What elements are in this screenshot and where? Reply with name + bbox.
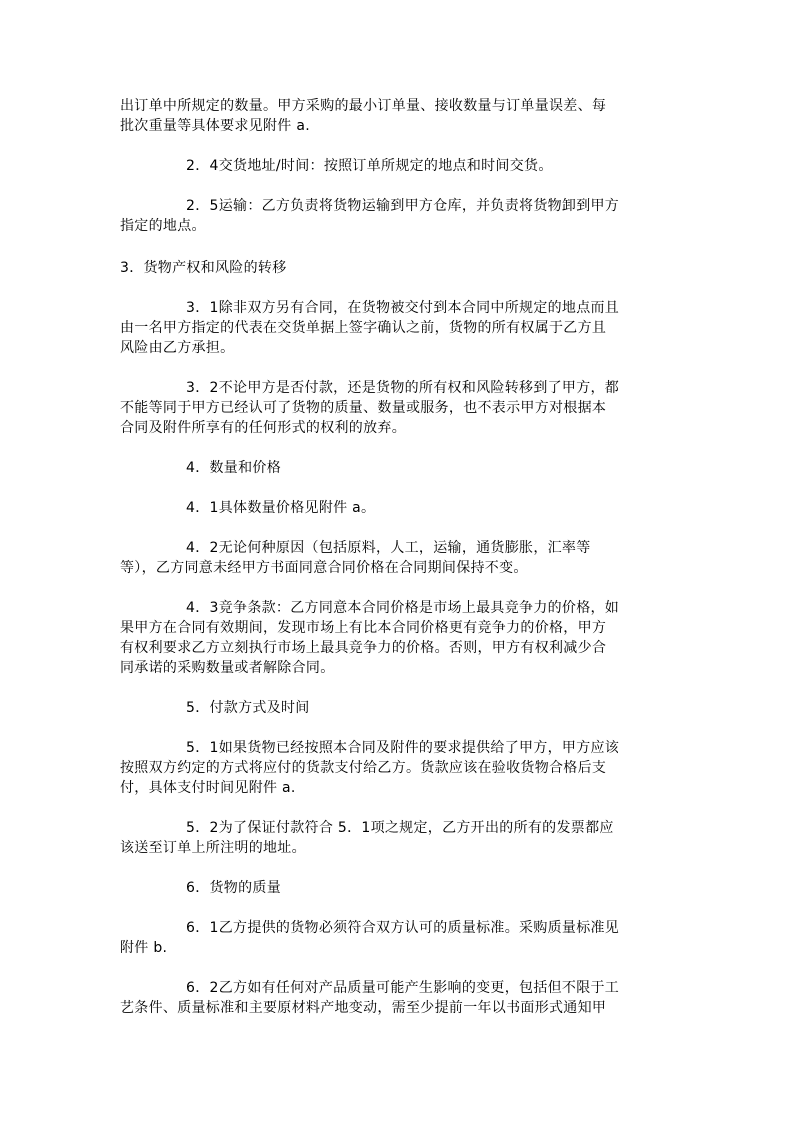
section-heading-3: 3．货物产权和风险的转移: [120, 260, 287, 276]
clause-3-2-cont: 合同及附件所享有的任何形式的权利的放弃。: [120, 420, 406, 436]
clause-5-1: 5．1如果货物已经按照本合同及附件的要求提供给了甲方，甲方应该: [186, 740, 620, 756]
clause-5-1-cont: 按照双方约定的方式将应付的货款支付给乙方。货款应该在验收货物合格后支: [120, 760, 607, 776]
clause-6-1-cont: 附件 b.: [120, 940, 168, 956]
clause-6-1: 6．1乙方提供的货物必须符合双方认可的质量标准。采购质量标准见: [186, 920, 620, 936]
clause-2-5-cont: 指定的地点。: [120, 218, 206, 234]
clause-3-1-cont: 由一名甲方指定的代表在交货单据上签字确认之前，货物的所有权属于乙方且: [120, 320, 607, 336]
clause-3-1: 3．1除非双方另有合同，在货物被交付到本合同中所规定的地点而且: [186, 300, 620, 316]
clause-6-2: 6．2乙方如有任何对产品质量可能产生影响的变更，包括但不限于工: [186, 980, 620, 996]
paragraph-line: 出订单中所规定的数量。甲方采购的最小订单量、接收数量与订单量误差、每: [120, 98, 607, 114]
section-heading-5: 5．付款方式及时间: [186, 700, 310, 716]
clause-4-2: 4．2无论何种原因（包括原料，人工，运输，通货膨胀，汇率等: [186, 540, 591, 556]
clause-3-2: 3．2不论甲方是否付款，还是货物的所有权和风险转移到了甲方，都: [186, 380, 620, 396]
clause-4-3-cont: 果甲方在合同有效期间，发现市场上有比本合同价格更有竞争力的价格，甲方: [120, 620, 607, 636]
section-heading-4: 4．数量和价格: [186, 460, 282, 476]
clause-4-1: 4．1具体数量价格见附件 a。: [186, 500, 376, 516]
clause-6-2-cont: 艺条件、质量标准和主要原材料产地变动，需至少提前一年以书面形式通知甲: [120, 1000, 607, 1016]
clause-4-3-cont: 同承诺的采购数量或者解除合同。: [120, 660, 335, 676]
clause-3-2-cont: 不能等同于甲方已经认可了货物的质量、数量或服务，也不表示甲方对根据本: [120, 400, 607, 416]
clause-5-2: 5．2为了保证付款符合 5．1项之规定，乙方开出的所有的发票都应: [186, 820, 614, 836]
clause-4-3: 4．3竞争条款：乙方同意本合同价格是市场上最具竞争力的价格，如: [186, 600, 620, 616]
clause-4-3-cont: 有权利要求乙方立刻执行市场上最具竞争力的价格。否则，甲方有权利减少合: [120, 640, 607, 656]
clause-2-5: 2．5运输：乙方负责将货物运输到甲方仓库，并负责将货物卸到甲方: [186, 198, 620, 214]
clause-4-2-cont: 等），乙方同意未经甲方书面同意合同价格在合同期间保持不变。: [120, 560, 528, 576]
clause-5-2-cont: 该送至订单上所注明的地址。: [120, 840, 306, 856]
clause-5-1-cont: 付，具体支付时间见附件 a.: [120, 780, 296, 796]
section-heading-6: 6．货物的质量: [186, 880, 282, 896]
clause-2-4: 2．4交货地址/时间：按照订单所规定的地点和时间交货。: [186, 158, 553, 174]
clause-3-1-cont: 风险由乙方承担。: [120, 340, 235, 356]
paragraph-line: 批次重量等具体要求见附件 a.: [120, 118, 310, 134]
